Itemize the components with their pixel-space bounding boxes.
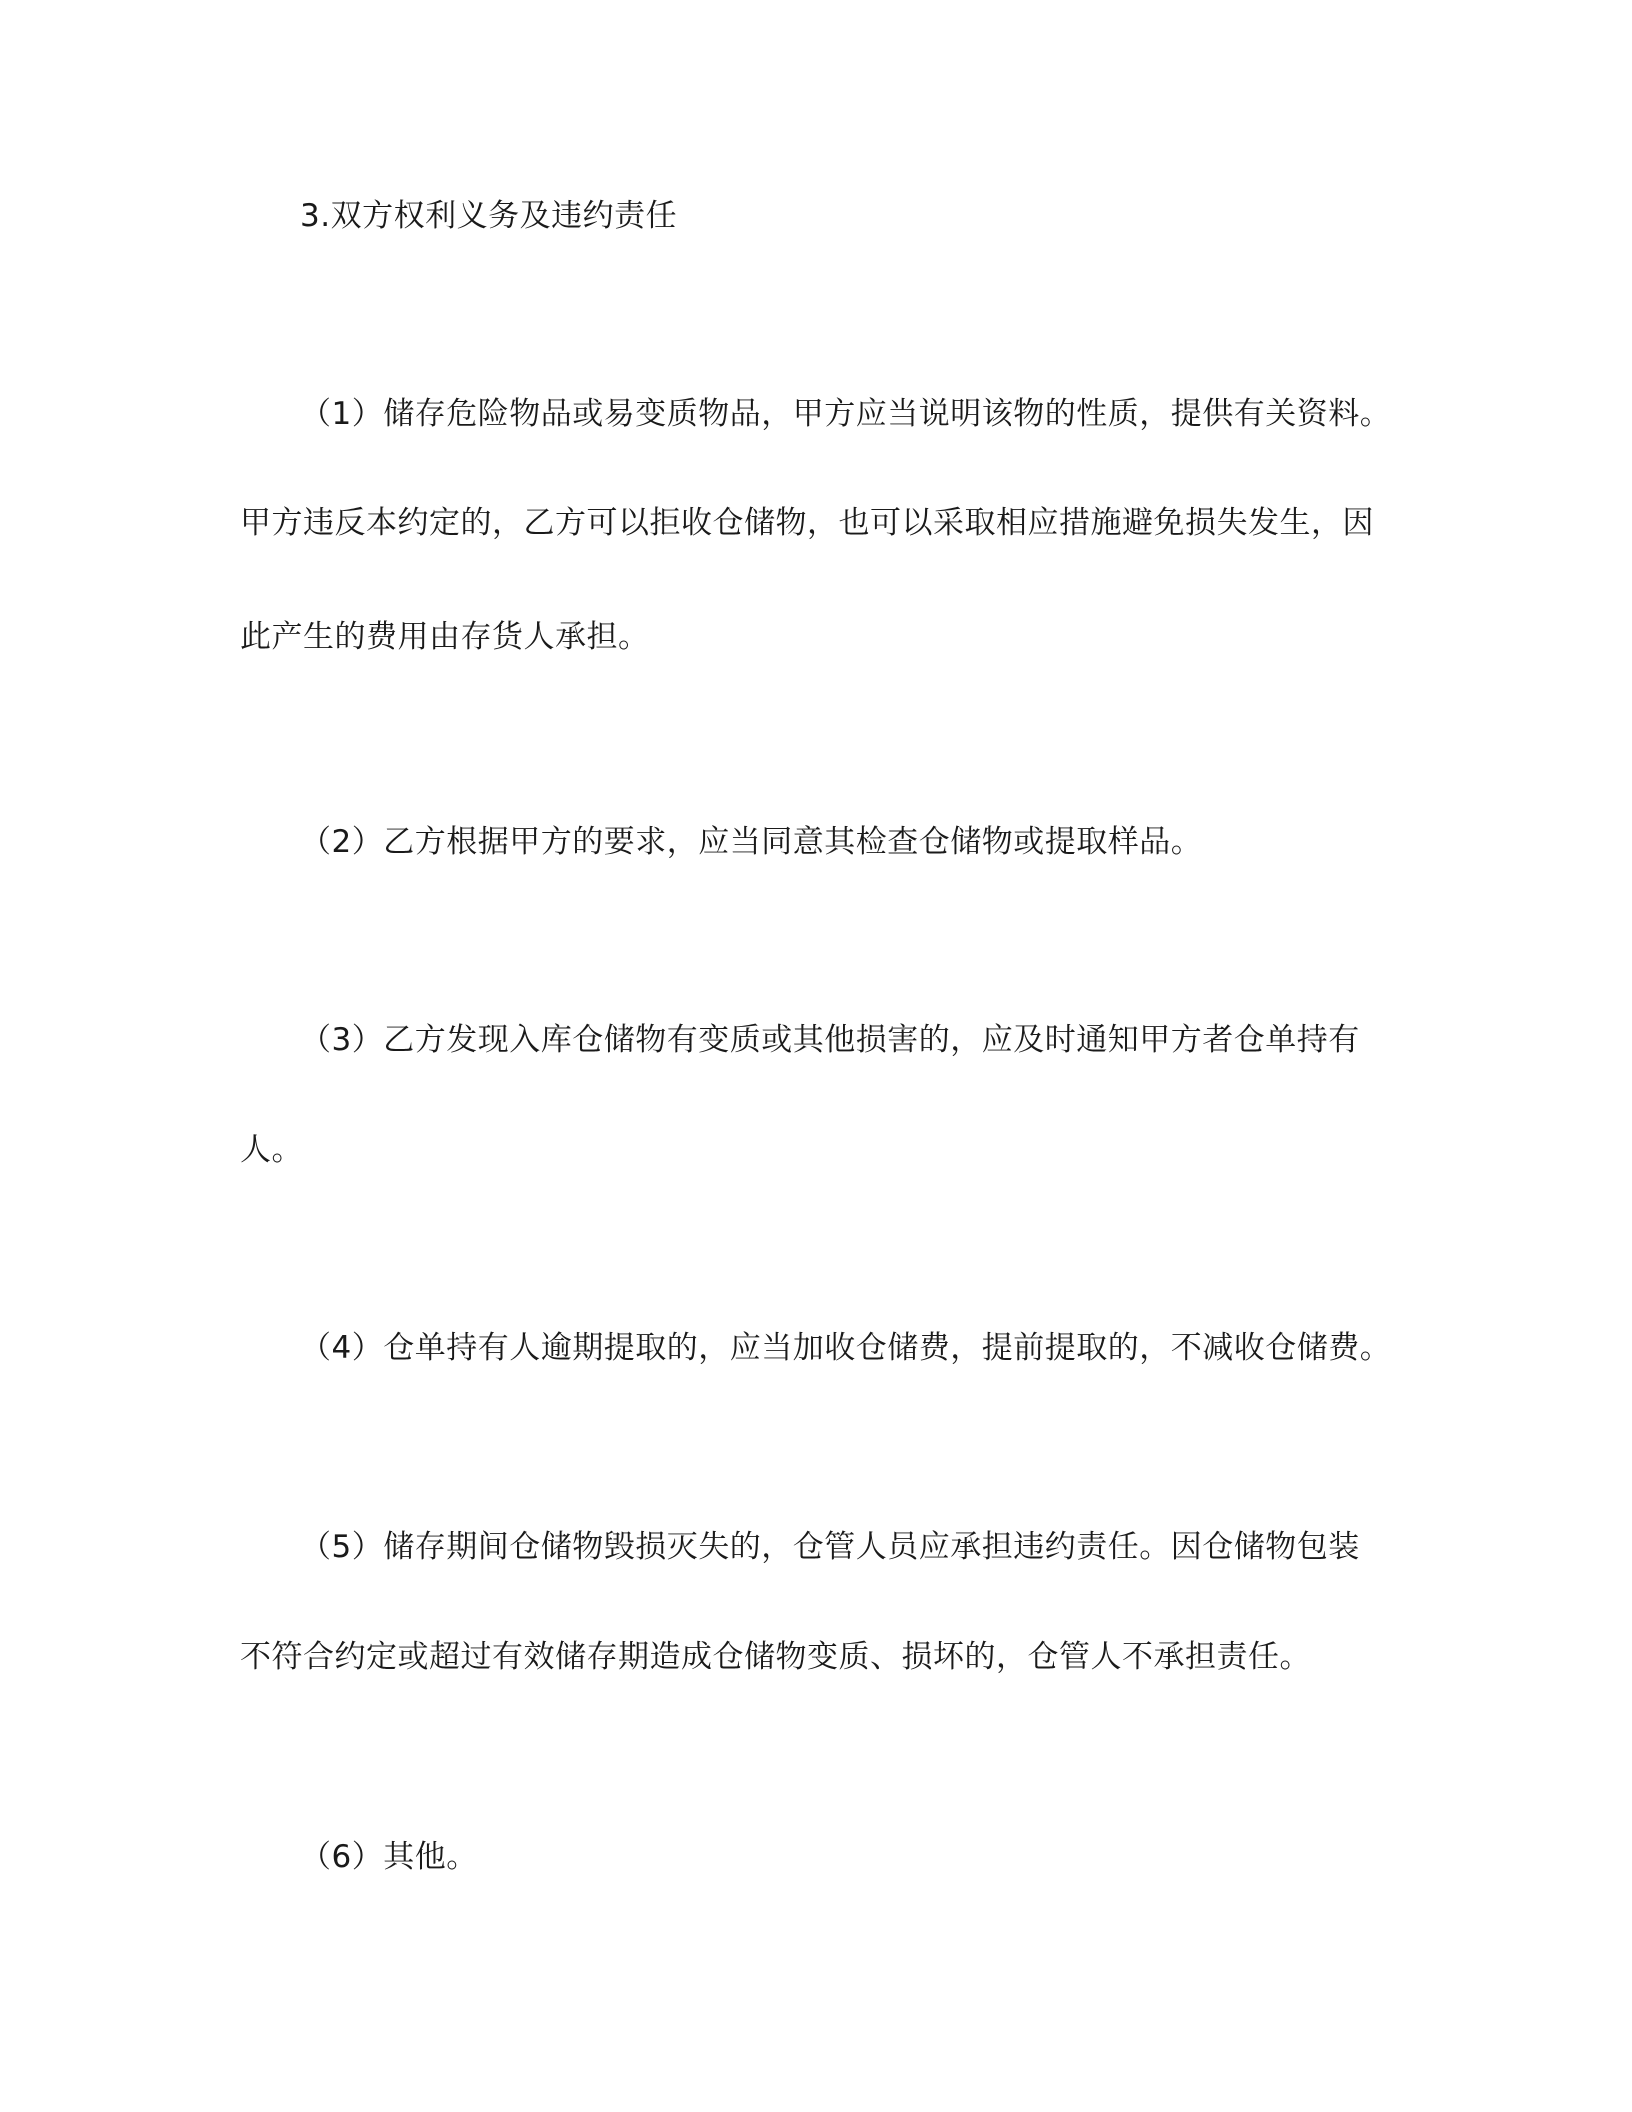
clause-5-line-1: （5）储存期间仓储物毁损灭失的，仓管人员应承担违约责任。因仓储物包装 bbox=[300, 1529, 1360, 1565]
clause-1-line-3: 此产生的费用由存货人承担。 bbox=[240, 619, 650, 655]
clause-3-line-2: 人。 bbox=[240, 1132, 303, 1168]
clause-5-line-2: 不符合约定或超过有效储存期造成仓储物变质、损坏的，仓管人不承担责任。 bbox=[240, 1639, 1311, 1675]
clause-3-line-1: （3）乙方发现入库仓储物有变质或其他损害的，应及时通知甲方者仓单持有 bbox=[300, 1022, 1360, 1058]
clause-6-line-1: （6）其他。 bbox=[300, 1839, 478, 1875]
clause-1-line-1: （1）储存危险物品或易变质物品，甲方应当说明该物的性质，提供有关资料。 bbox=[300, 396, 1392, 432]
clause-4-line-1: （4）仓单持有人逾期提取的，应当加收仓储费，提前提取的，不减收仓储费。 bbox=[300, 1330, 1392, 1366]
clause-1-line-2: 甲方违反本约定的，乙方可以拒收仓储物，也可以采取相应措施避免损失发生，因 bbox=[240, 505, 1374, 541]
clause-2-line-1: （2）乙方根据甲方的要求，应当同意其检查仓储物或提取样品。 bbox=[300, 824, 1203, 860]
section-title: 3.双方权利义务及违约责任 bbox=[300, 198, 678, 234]
